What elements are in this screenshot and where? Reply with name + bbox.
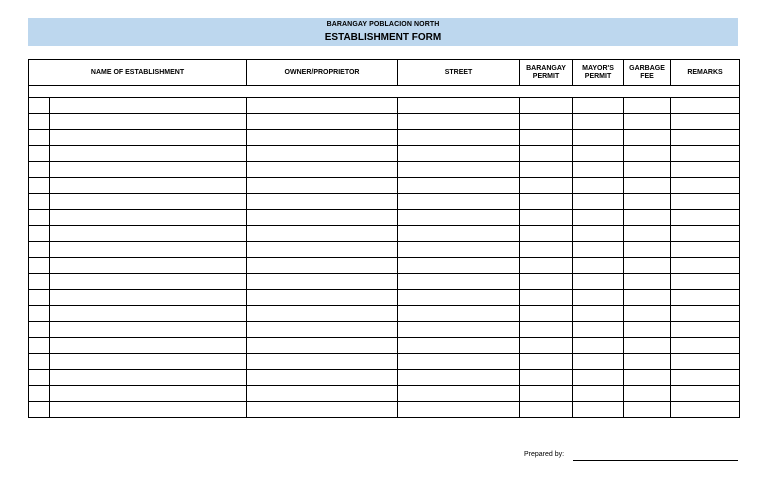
street-cell[interactable] (398, 290, 520, 306)
mayors-permit-cell[interactable] (573, 194, 624, 210)
barangay-permit-cell[interactable] (520, 338, 573, 354)
mayors-permit-cell[interactable] (573, 258, 624, 274)
street-cell[interactable] (398, 210, 520, 226)
barangay-name: BARANGAY POBLACION NORTH (326, 21, 440, 28)
remarks-cell[interactable] (671, 114, 740, 130)
mayors-permit-cell[interactable] (573, 338, 624, 354)
owner-cell[interactable] (247, 274, 398, 290)
mayors-permit-cell[interactable] (573, 242, 624, 258)
owner-cell[interactable] (247, 338, 398, 354)
owner-cell[interactable] (247, 162, 398, 178)
remarks-cell[interactable] (671, 354, 740, 370)
barangay-permit-cell[interactable] (520, 322, 573, 338)
street-cell[interactable] (398, 338, 520, 354)
remarks-cell[interactable] (671, 322, 740, 338)
table-row (29, 370, 740, 386)
street-cell[interactable] (398, 306, 520, 322)
barangay-permit-cell[interactable] (520, 114, 573, 130)
street-cell[interactable] (398, 386, 520, 402)
remarks-cell[interactable] (671, 338, 740, 354)
barangay-permit-cell[interactable] (520, 274, 573, 290)
owner-cell[interactable] (247, 194, 398, 210)
prepared-by-label: Prepared by: (524, 451, 565, 458)
garbage-fee-cell[interactable] (624, 322, 671, 338)
col-header-name: NAME OF ESTABLISHMENT (29, 60, 247, 86)
street-cell[interactable] (398, 242, 520, 258)
remarks-cell[interactable] (671, 226, 740, 242)
mayors-permit-cell[interactable] (573, 322, 624, 338)
mayors-permit-cell[interactable] (573, 98, 624, 114)
establishment-name-cell[interactable] (50, 338, 247, 354)
street-cell[interactable] (398, 322, 520, 338)
garbage-fee-cell[interactable] (624, 258, 671, 274)
row-number-cell[interactable] (29, 194, 50, 210)
street-cell[interactable] (398, 194, 520, 210)
mayors-permit-cell[interactable] (573, 290, 624, 306)
row-number-cell[interactable] (29, 130, 50, 146)
remarks-cell[interactable] (671, 306, 740, 322)
prepared-by-signature-line[interactable] (573, 460, 738, 461)
table-row (29, 242, 740, 258)
garbage-fee-cell[interactable] (624, 274, 671, 290)
table-row (29, 130, 740, 146)
owner-cell[interactable] (247, 290, 398, 306)
barangay-permit-cell[interactable] (520, 178, 573, 194)
garbage-fee-cell[interactable] (624, 370, 671, 386)
garbage-fee-cell[interactable] (624, 146, 671, 162)
table-row (29, 354, 740, 370)
remarks-cell[interactable] (671, 290, 740, 306)
remarks-cell[interactable] (671, 194, 740, 210)
street-cell[interactable] (398, 226, 520, 242)
col-header-barangay-permit (520, 60, 573, 86)
street-cell[interactable] (398, 114, 520, 130)
barangay-permit-cell[interactable] (520, 162, 573, 178)
establishment-name-cell[interactable] (50, 210, 247, 226)
row-number-cell[interactable] (29, 178, 50, 194)
row-number-cell[interactable] (29, 402, 50, 418)
remarks-cell[interactable] (671, 146, 740, 162)
table-row (29, 258, 740, 274)
garbage-fee-cell[interactable] (624, 114, 671, 130)
barangay-permit-cell[interactable] (520, 386, 573, 402)
remarks-cell[interactable] (671, 386, 740, 402)
table-row (29, 146, 740, 162)
remarks-cell[interactable] (671, 258, 740, 274)
remarks-cell[interactable] (671, 210, 740, 226)
barangay-permit-cell[interactable] (520, 290, 573, 306)
table-row (29, 386, 740, 402)
row-number-cell[interactable] (29, 322, 50, 338)
mayors-permit-cell[interactable] (573, 354, 624, 370)
mayors-permit-cell[interactable] (573, 370, 624, 386)
establishment-name-cell[interactable] (50, 290, 247, 306)
owner-cell[interactable] (247, 242, 398, 258)
street-cell[interactable] (398, 274, 520, 290)
owner-cell[interactable] (247, 114, 398, 130)
establishment-name-cell[interactable] (50, 130, 247, 146)
mayors-permit-cell[interactable] (573, 146, 624, 162)
row-number-cell[interactable] (29, 210, 50, 226)
garbage-fee-cell[interactable] (624, 386, 671, 402)
form-title: ESTABLISHMENT FORM (324, 32, 442, 43)
owner-cell[interactable] (247, 322, 398, 338)
col-header-mayors-permit-line1: MAYOR'S (582, 64, 614, 72)
mayors-permit-cell[interactable] (573, 178, 624, 194)
col-header-barangay-permit-line2: PERMIT (532, 72, 560, 80)
table-row (29, 274, 740, 290)
table-row (29, 322, 740, 338)
col-header-street: STREET (398, 60, 520, 86)
mayors-permit-cell[interactable] (573, 274, 624, 290)
garbage-fee-cell[interactable] (624, 402, 671, 418)
owner-cell[interactable] (247, 386, 398, 402)
mayors-permit-cell[interactable] (573, 402, 624, 418)
street-cell[interactable] (398, 162, 520, 178)
row-number-cell[interactable] (29, 242, 50, 258)
col-header-remarks: REMARKS (671, 60, 740, 86)
header-row (29, 60, 740, 86)
garbage-fee-cell[interactable] (624, 162, 671, 178)
owner-cell[interactable] (247, 226, 398, 242)
mayors-permit-cell[interactable] (573, 114, 624, 130)
row-number-cell[interactable] (29, 162, 50, 178)
establishment-name-cell[interactable] (50, 226, 247, 242)
table-row (29, 338, 740, 354)
establishment-name-cell[interactable] (50, 274, 247, 290)
owner-cell[interactable] (247, 370, 398, 386)
establishment-name-cell[interactable] (50, 114, 247, 130)
row-number-cell[interactable] (29, 338, 50, 354)
mayors-permit-cell[interactable] (573, 226, 624, 242)
barangay-permit-cell[interactable] (520, 194, 573, 210)
garbage-fee-cell[interactable] (624, 98, 671, 114)
street-cell[interactable] (398, 178, 520, 194)
owner-cell[interactable] (247, 306, 398, 322)
table-row (29, 194, 740, 210)
col-header-garbage-fee (624, 60, 671, 86)
table-row (29, 98, 740, 114)
barangay-permit-cell[interactable] (520, 130, 573, 146)
barangay-permit-cell[interactable] (520, 370, 573, 386)
table-row (29, 306, 740, 322)
header-spacer-row (29, 86, 740, 98)
row-number-cell[interactable] (29, 146, 50, 162)
row-number-cell[interactable] (29, 354, 50, 370)
owner-cell[interactable] (247, 402, 398, 418)
barangay-permit-cell[interactable] (520, 210, 573, 226)
owner-cell[interactable] (247, 146, 398, 162)
owner-cell[interactable] (247, 98, 398, 114)
barangay-permit-cell[interactable] (520, 226, 573, 242)
barangay-permit-cell[interactable] (520, 242, 573, 258)
establishment-name-cell[interactable] (50, 146, 247, 162)
owner-cell[interactable] (247, 354, 398, 370)
table-row (29, 162, 740, 178)
spacer-cell (29, 86, 740, 98)
row-number-cell[interactable] (29, 306, 50, 322)
garbage-fee-cell[interactable] (624, 178, 671, 194)
remarks-cell[interactable] (671, 370, 740, 386)
establishment-name-cell[interactable] (50, 242, 247, 258)
col-header-mayors-permit (573, 60, 624, 86)
establishment-name-cell[interactable] (50, 402, 247, 418)
table-row (29, 178, 740, 194)
row-number-cell[interactable] (29, 386, 50, 402)
street-cell[interactable] (398, 402, 520, 418)
barangay-permit-cell[interactable] (520, 146, 573, 162)
table-row (29, 290, 740, 306)
garbage-fee-cell[interactable] (624, 242, 671, 258)
establishment-name-cell[interactable] (50, 162, 247, 178)
col-header-owner: OWNER/PROPRIETOR (247, 60, 398, 86)
garbage-fee-cell[interactable] (624, 306, 671, 322)
barangay-permit-cell[interactable] (520, 354, 573, 370)
owner-cell[interactable] (247, 258, 398, 274)
barangay-permit-cell[interactable] (520, 306, 573, 322)
remarks-cell[interactable] (671, 130, 740, 146)
establishment-name-cell[interactable] (50, 194, 247, 210)
establishment-name-cell[interactable] (50, 370, 247, 386)
row-number-cell[interactable] (29, 114, 50, 130)
street-cell[interactable] (398, 130, 520, 146)
barangay-permit-cell[interactable] (520, 98, 573, 114)
row-number-cell[interactable] (29, 98, 50, 114)
street-cell[interactable] (398, 98, 520, 114)
street-cell[interactable] (398, 370, 520, 386)
barangay-permit-cell[interactable] (520, 258, 573, 274)
establishment-name-cell[interactable] (50, 386, 247, 402)
row-number-cell[interactable] (29, 226, 50, 242)
establishment-name-cell[interactable] (50, 98, 247, 114)
owner-cell[interactable] (247, 210, 398, 226)
street-cell[interactable] (398, 146, 520, 162)
street-cell[interactable] (398, 354, 520, 370)
col-header-garbage-fee-line2: FEE (640, 72, 654, 80)
form-header-banner (28, 18, 738, 46)
table-row (29, 226, 740, 242)
garbage-fee-cell[interactable] (624, 290, 671, 306)
establishment-table (28, 59, 740, 418)
col-header-mayors-permit-line2: PERMIT (584, 72, 612, 80)
remarks-cell[interactable] (671, 162, 740, 178)
mayors-permit-cell[interactable] (573, 210, 624, 226)
owner-cell[interactable] (247, 178, 398, 194)
row-number-cell[interactable] (29, 370, 50, 386)
garbage-fee-cell[interactable] (624, 130, 671, 146)
garbage-fee-cell[interactable] (624, 194, 671, 210)
remarks-cell[interactable] (671, 98, 740, 114)
street-cell[interactable] (398, 258, 520, 274)
table-row (29, 210, 740, 226)
mayors-permit-cell[interactable] (573, 162, 624, 178)
row-number-cell[interactable] (29, 290, 50, 306)
remarks-cell[interactable] (671, 178, 740, 194)
table-row (29, 402, 740, 418)
col-header-barangay-permit-line1: BARANGAY (526, 64, 566, 72)
table-row (29, 114, 740, 130)
remarks-cell[interactable] (671, 242, 740, 258)
garbage-fee-cell[interactable] (624, 226, 671, 242)
establishment-name-cell[interactable] (50, 306, 247, 322)
row-number-cell[interactable] (29, 258, 50, 274)
barangay-permit-cell[interactable] (520, 402, 573, 418)
establishment-name-cell[interactable] (50, 322, 247, 338)
garbage-fee-cell[interactable] (624, 338, 671, 354)
establishment-name-cell[interactable] (50, 258, 247, 274)
row-number-cell[interactable] (29, 274, 50, 290)
mayors-permit-cell[interactable] (573, 386, 624, 402)
remarks-cell[interactable] (671, 274, 740, 290)
mayors-permit-cell[interactable] (573, 130, 624, 146)
establishment-name-cell[interactable] (50, 354, 247, 370)
owner-cell[interactable] (247, 130, 398, 146)
remarks-cell[interactable] (671, 402, 740, 418)
garbage-fee-cell[interactable] (624, 210, 671, 226)
mayors-permit-cell[interactable] (573, 306, 624, 322)
col-header-garbage-fee-line1: GARBAGE (629, 64, 665, 72)
garbage-fee-cell[interactable] (624, 354, 671, 370)
establishment-name-cell[interactable] (50, 178, 247, 194)
